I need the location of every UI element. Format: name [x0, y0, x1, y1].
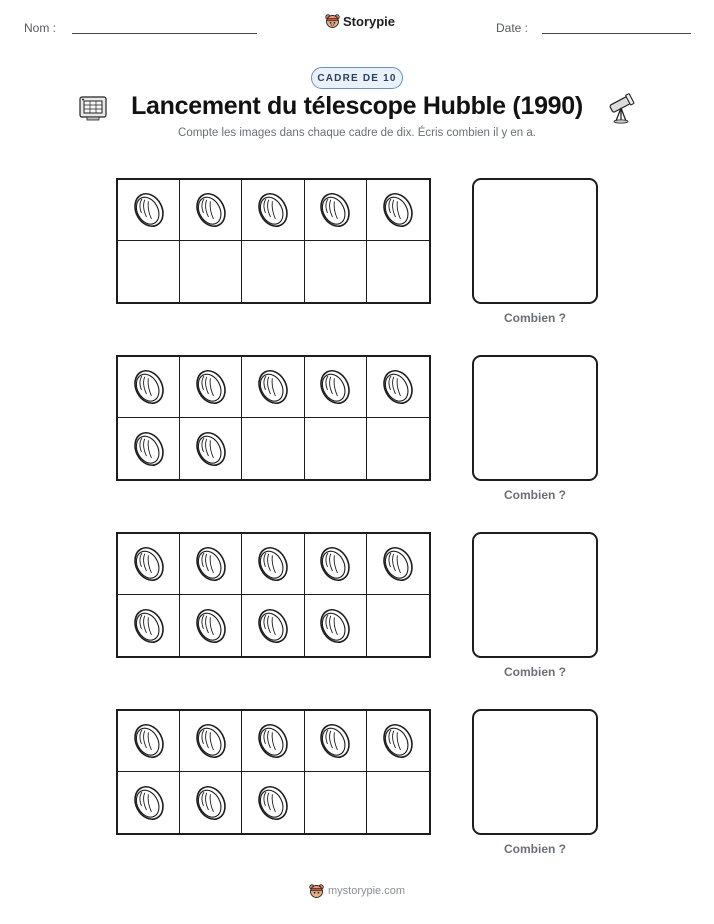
mirror-disc-icon [191, 428, 231, 470]
ten-frame-cell [118, 180, 180, 241]
ten-frame-cell [180, 418, 242, 479]
worksheet-type-badge: CADRE DE 10 [311, 67, 403, 89]
mirror-disc-icon [378, 366, 418, 408]
ten-frame-cell [367, 595, 429, 656]
mirror-disc-icon [191, 543, 231, 585]
ten-frame-cell [367, 772, 429, 833]
name-label: Nom : [24, 21, 57, 35]
mirror-disc-icon [315, 720, 355, 762]
ten-frame-cell [305, 418, 367, 479]
mirror-disc-icon [315, 605, 355, 647]
ten-frame-cell [305, 357, 367, 418]
answer-box-1[interactable] [472, 178, 598, 304]
ten-frame-cell [367, 711, 429, 772]
answer-label-3: Combien ? [504, 665, 566, 679]
ten-frame-cell [180, 711, 242, 772]
storypie-mascot-icon [309, 883, 324, 899]
space-telescope-icon [78, 93, 108, 123]
ten-frame-cell [180, 241, 242, 302]
mirror-disc-icon [253, 189, 293, 231]
date-field[interactable] [542, 33, 691, 34]
ten-frame-1 [116, 178, 431, 304]
ten-frame-cell [242, 772, 304, 833]
ten-frame-3 [116, 532, 431, 658]
mirror-disc-icon [253, 605, 293, 647]
ten-frame-cell [367, 357, 429, 418]
mirror-disc-icon [191, 605, 231, 647]
mirror-disc-icon [129, 428, 169, 470]
ten-frame-cell [305, 534, 367, 595]
mirror-disc-icon [315, 543, 355, 585]
ten-frame-cell [305, 711, 367, 772]
ten-frame-cell [118, 241, 180, 302]
mirror-disc-icon [129, 366, 169, 408]
footer [0, 883, 714, 899]
mirror-disc-icon [191, 189, 231, 231]
ten-frame-cell [118, 595, 180, 656]
ten-frame-cell [305, 595, 367, 656]
answer-box-2[interactable] [472, 355, 598, 481]
answer-box-3[interactable] [472, 532, 598, 658]
mirror-disc-icon [191, 720, 231, 762]
brand-logo [325, 13, 395, 29]
mirror-disc-icon [315, 366, 355, 408]
ten-frame-cell [180, 180, 242, 241]
answer-label-1: Combien ? [504, 311, 566, 325]
mirror-disc-icon [129, 782, 169, 824]
answer-label-2: Combien ? [504, 488, 566, 502]
ten-frame-cell [180, 534, 242, 595]
ten-frame-2 [116, 355, 431, 481]
ten-frame-cell [367, 418, 429, 479]
mirror-disc-icon [253, 782, 293, 824]
ten-frame-cell [242, 180, 304, 241]
ten-frame-cell [242, 534, 304, 595]
mirror-disc-icon [378, 189, 418, 231]
telescope-on-tripod-icon [606, 92, 636, 124]
mirror-disc-icon [378, 543, 418, 585]
mirror-disc-icon [253, 720, 293, 762]
mirror-disc-icon [191, 366, 231, 408]
mirror-disc-icon [129, 543, 169, 585]
ten-frame-cell [118, 418, 180, 479]
date-label: Date : [496, 21, 529, 35]
ten-frame-4 [116, 709, 431, 835]
storypie-mascot-icon [325, 13, 340, 29]
mirror-disc-icon [378, 720, 418, 762]
ten-frame-cell [305, 241, 367, 302]
mirror-disc-icon [191, 782, 231, 824]
mirror-disc-icon [129, 605, 169, 647]
ten-frame-cell [242, 595, 304, 656]
ten-frame-cell [242, 357, 304, 418]
name-field[interactable] [72, 33, 257, 34]
ten-frame-cell [118, 357, 180, 418]
ten-frame-cell [118, 534, 180, 595]
ten-frame-cell [367, 241, 429, 302]
ten-frame-cell [367, 534, 429, 595]
answer-label-4: Combien ? [504, 842, 566, 856]
ten-frame-cell [180, 772, 242, 833]
ten-frame-cell [242, 241, 304, 302]
ten-frame-cell [118, 772, 180, 833]
ten-frame-cell [305, 772, 367, 833]
mirror-disc-icon [253, 366, 293, 408]
mirror-disc-icon [315, 189, 355, 231]
brand-name: Storypie [343, 13, 396, 29]
ten-frame-cell [118, 711, 180, 772]
mirror-disc-icon [253, 543, 293, 585]
answer-box-4[interactable] [472, 709, 598, 835]
footer-url[interactable]: mystorypie.com [327, 885, 406, 897]
ten-frame-cell [367, 180, 429, 241]
instructions: Compte les images dans chaque cadre de dix. Écris combien il y en a. [178, 127, 536, 139]
mirror-disc-icon [129, 720, 169, 762]
mirror-disc-icon [129, 189, 169, 231]
ten-frame-cell [180, 357, 242, 418]
ten-frame-cell [242, 711, 304, 772]
ten-frame-cell [180, 595, 242, 656]
ten-frame-cell [242, 418, 304, 479]
page-title: Lancement du télescope Hubble (1990) [131, 92, 583, 120]
ten-frame-cell [305, 180, 367, 241]
